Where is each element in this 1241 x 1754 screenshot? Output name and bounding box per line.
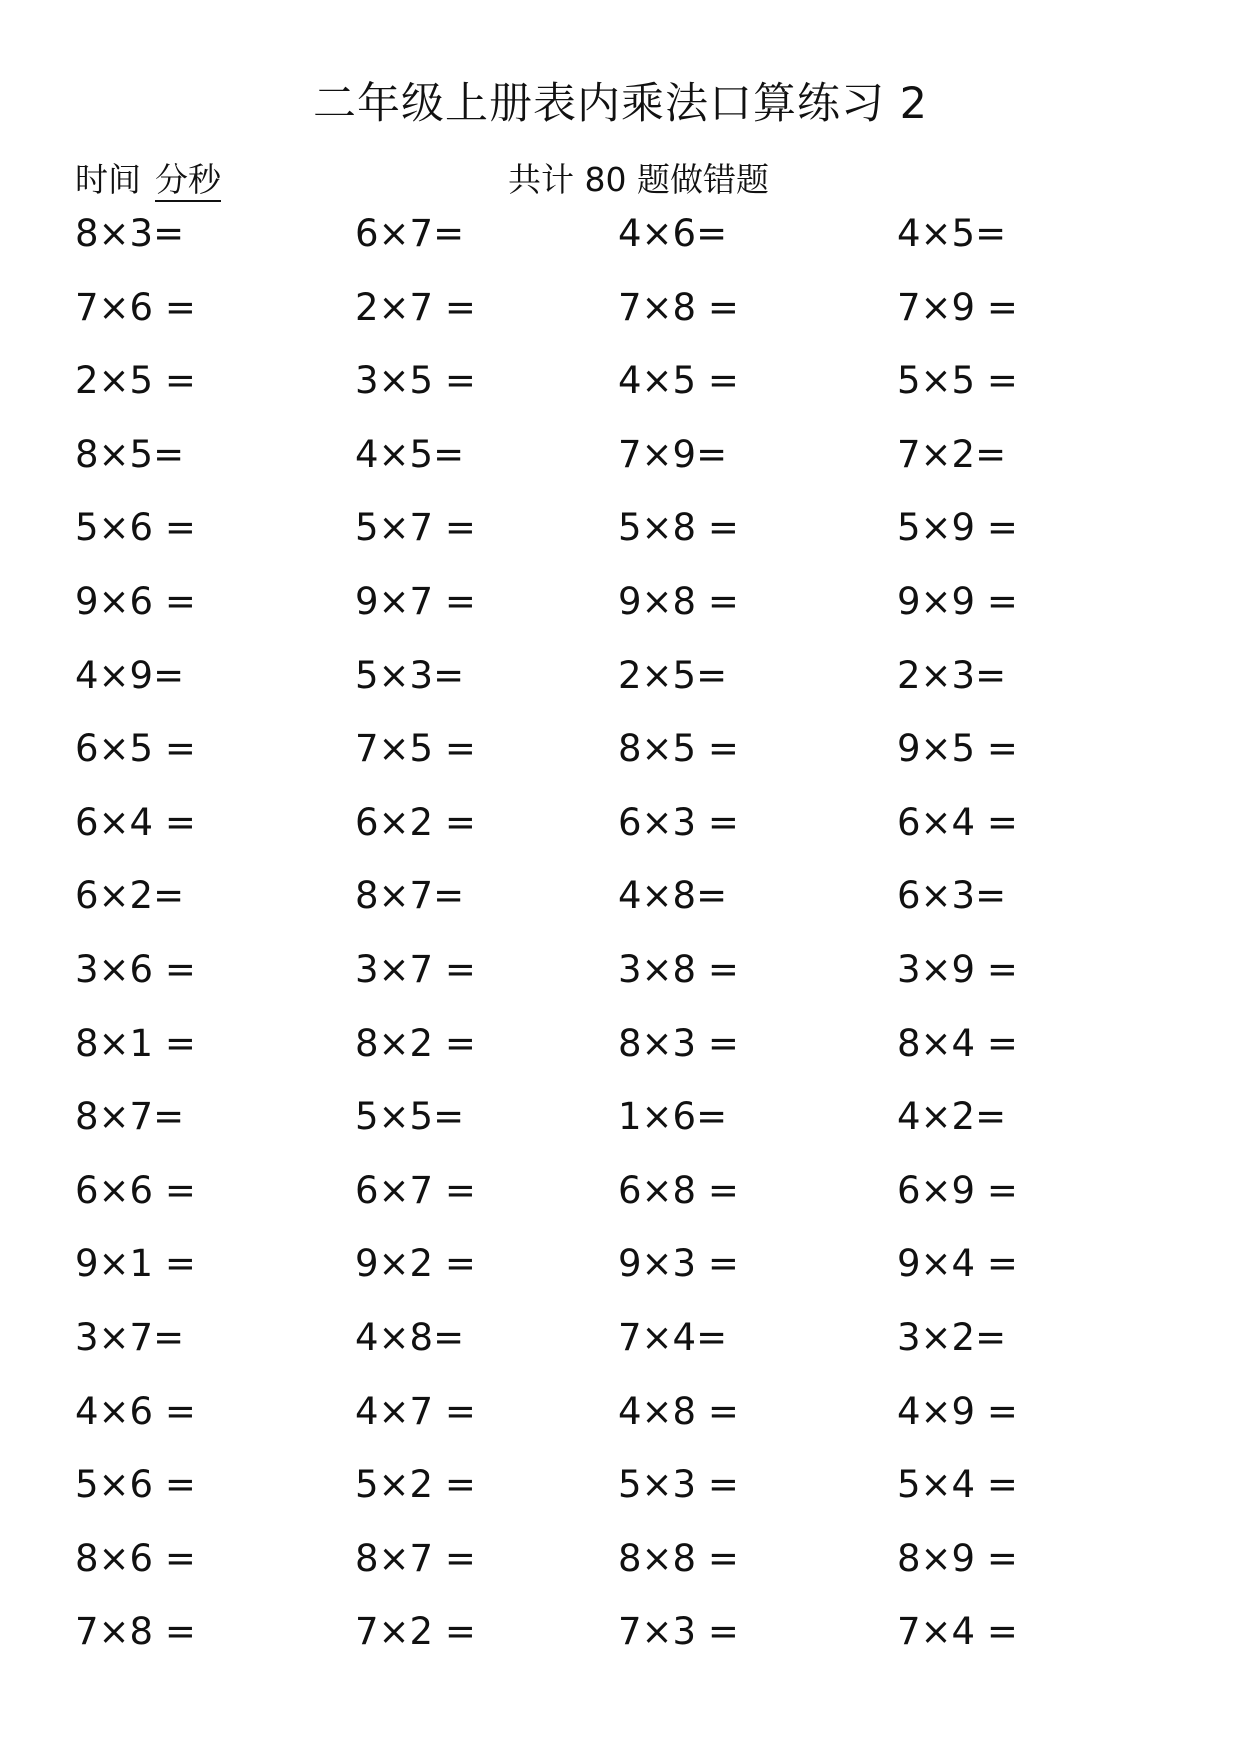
problem: 5×2 = [355, 1463, 476, 1507]
problem: 1×6= [618, 1095, 728, 1139]
problem: 3×7= [75, 1315, 185, 1359]
problem: 2×5= [618, 653, 728, 697]
problem: 4×7 = [355, 1389, 476, 1433]
problem: 6×3= [897, 874, 1007, 918]
problem: 8×7= [355, 874, 465, 918]
problem-row [75, 876, 1175, 916]
problem: 7×2= [897, 432, 1007, 476]
problem: 5×7 = [355, 506, 476, 550]
problem: 6×3 = [618, 800, 739, 844]
problem-row [75, 432, 1175, 476]
problem-row [75, 214, 1175, 254]
problem: 5×5= [355, 1095, 465, 1139]
problem: 7×4= [618, 1315, 728, 1359]
problem: 8×6 = [75, 1536, 196, 1580]
problem: 8×2 = [355, 1021, 476, 1065]
problem: 7×9 = [897, 285, 1018, 329]
problem: 5×9 = [897, 506, 1018, 550]
problem: 7×3 = [618, 1610, 739, 1654]
problem: 6×7= [355, 212, 465, 255]
problem-row [75, 1389, 1175, 1433]
info-row [75, 158, 1175, 204]
problem: 3×7 = [355, 947, 476, 991]
problem-row [75, 1315, 1175, 1359]
problem: 3×9 = [897, 947, 1018, 991]
problem: 7×5 = [355, 727, 476, 771]
problem-row [75, 800, 1175, 844]
time-label: 时间 [75, 160, 141, 199]
problem-grid [75, 214, 1175, 1686]
problem-row [75, 285, 1175, 329]
problem-row [75, 361, 1175, 401]
problem: 4×5= [355, 432, 465, 476]
problem: 9×1 = [75, 1242, 196, 1286]
problem-row [75, 508, 1175, 548]
problem: 8×8 = [618, 1536, 739, 1580]
problem: 6×8 = [618, 1168, 739, 1212]
problem: 5×5 = [897, 359, 1018, 403]
problem: 8×5 = [618, 727, 739, 771]
problem: 7×6 = [75, 285, 196, 329]
problem: 2×3= [897, 653, 1007, 697]
problem: 9×6 = [75, 579, 196, 623]
problem: 5×8 = [618, 506, 739, 550]
problem: 7×9= [618, 432, 728, 476]
total-count-text: 共计 80 题做错题 [508, 160, 769, 199]
problem: 5×3= [355, 653, 465, 697]
problem: 6×4 = [897, 800, 1018, 844]
time-field [75, 158, 221, 202]
problem: 6×2 = [355, 800, 476, 844]
problem: 4×5= [897, 212, 1007, 255]
problem-row [75, 1168, 1175, 1212]
problem: 8×5= [75, 432, 185, 476]
problem-row [75, 1021, 1175, 1065]
problem: 4×6 = [75, 1389, 196, 1433]
problem-row [75, 653, 1175, 697]
time-units: 分秒 [155, 160, 221, 202]
problem-row [75, 1536, 1175, 1580]
problem: 4×8= [618, 874, 728, 918]
problem: 7×8 = [75, 1610, 196, 1654]
problem: 3×6 = [75, 947, 196, 991]
problem: 6×9 = [897, 1168, 1018, 1212]
problem: 8×3 = [618, 1021, 739, 1065]
problem: 8×1 = [75, 1021, 196, 1065]
problem: 3×5 = [355, 359, 476, 403]
problem: 5×3 = [618, 1463, 739, 1507]
problem: 7×2 = [355, 1610, 476, 1654]
problem: 9×3 = [618, 1242, 739, 1286]
problem: 9×8 = [618, 579, 739, 623]
problem: 9×4 = [897, 1242, 1018, 1286]
problem: 2×7 = [355, 285, 476, 329]
problem: 7×4 = [897, 1610, 1018, 1654]
problem-row [75, 579, 1175, 623]
problem-row [75, 947, 1175, 991]
problem: 6×5 = [75, 727, 196, 771]
problem: 6×2= [75, 874, 185, 918]
problem: 6×7 = [355, 1168, 476, 1212]
problem: 4×8= [355, 1315, 465, 1359]
problem: 9×9 = [897, 579, 1018, 623]
problem: 3×8 = [618, 947, 739, 991]
problem: 5×4 = [897, 1463, 1018, 1507]
problem-row [75, 729, 1175, 769]
problem: 6×4 = [75, 800, 196, 844]
problem: 4×9 = [897, 1389, 1018, 1433]
problem: 8×3= [75, 212, 185, 255]
problem: 8×7 = [355, 1536, 476, 1580]
problem: 4×6= [618, 212, 728, 255]
problem: 4×5 = [618, 359, 739, 403]
problem: 9×7 = [355, 579, 476, 623]
problem: 2×5 = [75, 359, 196, 403]
problem-row [75, 1612, 1175, 1652]
problem: 3×2= [897, 1315, 1007, 1359]
problem: 7×8 = [618, 285, 739, 329]
problem: 4×2= [897, 1095, 1007, 1139]
problem: 4×9= [75, 653, 185, 697]
problem: 4×8 = [618, 1389, 739, 1433]
problem: 8×7= [75, 1095, 185, 1139]
problem-row [75, 1097, 1175, 1137]
problem: 9×5 = [897, 727, 1018, 771]
problem: 5×6 = [75, 506, 196, 550]
problem: 5×6 = [75, 1463, 196, 1507]
problem-row [75, 1465, 1175, 1505]
problem: 8×9 = [897, 1536, 1018, 1580]
page-title: 二年级上册表内乘法口算练习 2 [312, 79, 929, 129]
problem: 6×6 = [75, 1168, 196, 1212]
problem-row [75, 1244, 1175, 1284]
problem: 8×4 = [897, 1021, 1018, 1065]
problem: 9×2 = [355, 1242, 476, 1286]
